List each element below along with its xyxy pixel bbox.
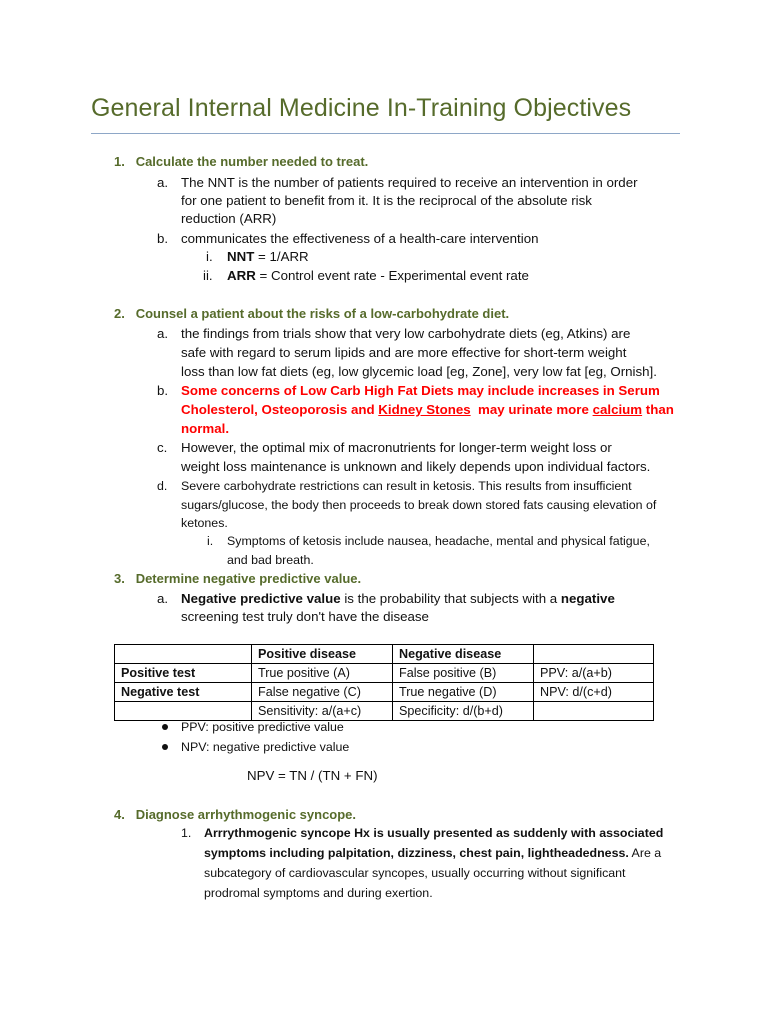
- list-item-text: Severe carbohydrate restrictions can result in ketosis. This results from insufficient: [181, 479, 632, 493]
- list-item-text: ketones.: [181, 516, 228, 530]
- table-cell: [115, 645, 252, 664]
- warning-text-part: than: [642, 402, 674, 417]
- bold-text: symptoms including palpitation, dizziness, chest pain, lightheadedness.: [204, 846, 629, 860]
- section-3-heading: [114, 570, 361, 588]
- list-item-text: sugars/glucose, the body then proceeds to break down stored fats causing elevation of: [181, 498, 657, 512]
- list-item-text: However, the optimal mix of macronutrients for longer-term weight loss or: [181, 440, 612, 455]
- section-4-heading: [114, 806, 356, 824]
- warning-text: [181, 401, 674, 419]
- table-row: [115, 664, 654, 683]
- table-cell: False positive (B): [393, 664, 534, 683]
- table-cell: True negative (D): [393, 683, 534, 702]
- plain-text: Are a: [628, 846, 662, 860]
- warning-text: normal.: [181, 421, 230, 436]
- list-item-text: safe with regard to serum lipids and are more effective for short-term weight: [181, 345, 627, 360]
- npv-formula: NPV = TN / (TN + FN): [247, 768, 378, 783]
- section-title: Calculate the number needed to treat.: [135, 154, 369, 169]
- bullet-text: NPV: negative predictive value: [181, 740, 350, 754]
- table-cell: PPV: a/(a+b): [534, 664, 654, 683]
- kidney-stones-link[interactable]: Kidney Stones: [378, 402, 471, 417]
- table-row: [115, 683, 654, 702]
- list-marker: i.: [206, 249, 213, 264]
- section-2-heading: [114, 305, 509, 323]
- table-cell: [534, 702, 654, 721]
- calcium-link[interactable]: calcium: [592, 402, 643, 417]
- page-title: General Internal Medicine In-Training Objectives: [91, 94, 632, 122]
- bullet-text: PPV: positive predictive value: [181, 720, 344, 734]
- list-item-text: Arrrythmogenic syncope Hx is usually presented as suddenly with associated: [204, 826, 664, 840]
- table-header: Negative disease: [393, 645, 534, 664]
- row-header: Negative test: [115, 683, 252, 702]
- bullet-icon: [162, 724, 168, 730]
- section-title: Counsel a patient about the risks of a low-carbohydrate diet.: [135, 306, 510, 321]
- definition: = Control event rate - Experimental event rate: [255, 268, 529, 283]
- list-marker: b.: [157, 383, 169, 398]
- list-item-text: for one patient to benefit from it. It is the reciprocal of the absolute risk: [181, 193, 592, 208]
- section-1-heading: [114, 153, 368, 171]
- table-cell: [534, 645, 654, 664]
- list-marker: a.: [157, 326, 169, 341]
- predictive-value-table: [114, 644, 654, 721]
- section-title: Determine negative predictive value.: [135, 571, 362, 586]
- list-item-text: and bad breath.: [227, 553, 314, 567]
- term: negative: [560, 591, 615, 606]
- table-header: Positive disease: [252, 645, 393, 664]
- section-number: 4.: [114, 807, 125, 822]
- title-underline: [91, 133, 680, 134]
- warning-text-part: Cholesterol, Osteoporosis and: [181, 402, 379, 417]
- term: ARR: [227, 268, 256, 283]
- list-item-text: prodromal symptoms and during exertion.: [204, 886, 433, 900]
- table-cell: Sensitivity: a/(a+c): [252, 702, 393, 721]
- table-cell: Specificity: d/(b+d): [393, 702, 534, 721]
- list-item-text: subcategory of cardiovascular syncopes, usually occurring without significant: [204, 866, 626, 880]
- list-item-text: the findings from trials show that very low carbohydrate diets (eg, Atkins) are: [181, 326, 631, 341]
- section-number: 2.: [114, 306, 125, 321]
- list-item-text: The NNT is the number of patients required to receive an intervention in order: [181, 175, 638, 190]
- list-item-text: loss than low fat diets (eg, low glycemic load [eg, Zone], very low fat [eg, Ornish].: [181, 364, 657, 379]
- list-item-text: reduction (ARR): [181, 211, 277, 226]
- table-cell: False negative (C): [252, 683, 393, 702]
- list-item-text: screening test truly don't have the disease: [181, 609, 429, 624]
- list-marker: c.: [157, 440, 168, 455]
- list-item-text: Symptoms of ketosis include nausea, headache, mental and physical fatigue,: [227, 534, 650, 548]
- table-header-row: [115, 645, 654, 664]
- list-marker: ii.: [203, 268, 213, 283]
- list-item-text: communicates the effectiveness of a health-care intervention: [181, 231, 539, 246]
- table-cell: True positive (A): [252, 664, 393, 683]
- list-marker: i.: [207, 534, 214, 548]
- npv-definition: [181, 590, 615, 608]
- term: Negative predictive value: [181, 591, 341, 606]
- section-number: 1.: [114, 154, 125, 169]
- list-marker: a.: [157, 591, 169, 606]
- list-item-text: [204, 844, 661, 862]
- arr-formula: [227, 267, 529, 285]
- term: NNT: [227, 249, 255, 264]
- bullet-icon: [162, 744, 168, 750]
- row-header: Positive test: [115, 664, 252, 683]
- list-marker: d.: [157, 479, 168, 493]
- definition: is the probability that subjects with a: [340, 591, 561, 606]
- list-marker: a.: [157, 175, 169, 190]
- list-item-text: weight loss maintenance is unknown and likely depends upon individual factors.: [181, 459, 651, 474]
- section-title: Diagnose arrhythmogenic syncope.: [135, 807, 357, 822]
- warning-text: Some concerns of Low Carb High Fat Diets may include increases in Serum: [181, 383, 660, 398]
- list-marker: b.: [157, 231, 169, 246]
- list-marker: 1.: [181, 826, 192, 840]
- warning-text-part: may urinate more: [470, 402, 593, 417]
- nnt-formula: [227, 248, 309, 266]
- section-number: 3.: [114, 571, 125, 586]
- table-cell: NPV: d/(c+d): [534, 683, 654, 702]
- definition: = 1/ARR: [254, 249, 309, 264]
